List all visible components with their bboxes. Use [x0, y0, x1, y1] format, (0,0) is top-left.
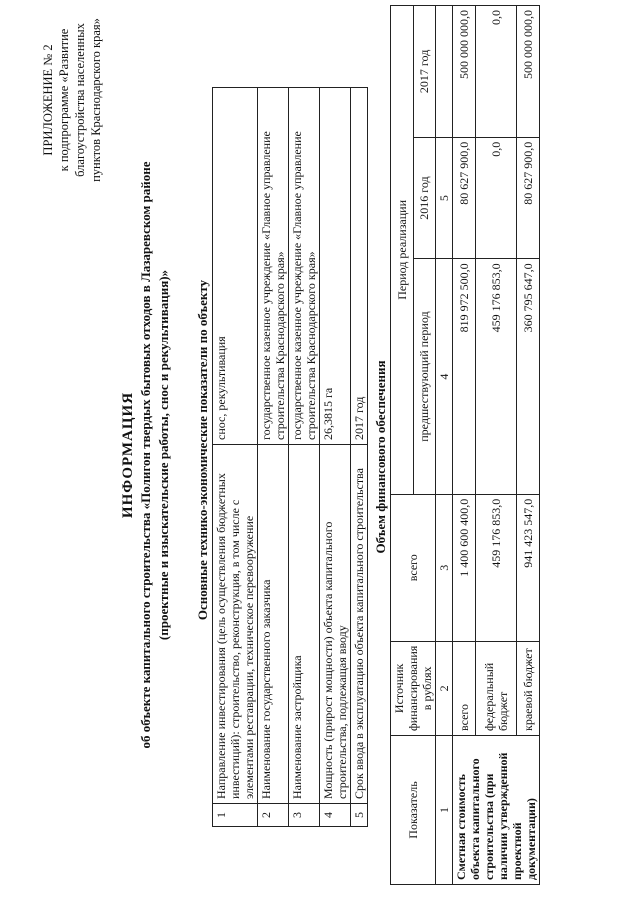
source-cell: краевой бюджет [517, 641, 540, 735]
y2017-cell: 500 000 000,0 [453, 6, 476, 138]
col-number: 3 [436, 494, 453, 641]
y2016-cell: 80 627 900,0 [517, 137, 540, 259]
row-label: Наименование застройщика [289, 445, 320, 804]
table-header-row [391, 6, 414, 885]
row-value: государственное казенное учреждение «Главное управление строительства Краснодарского края» [289, 88, 320, 445]
col-number: 2 [436, 641, 453, 735]
row-value: государственное казенное учреждение «Главное управление строительства Краснодарского края» [258, 88, 289, 445]
y2017-cell: 500 000 000,0 [517, 6, 540, 138]
total-cell: 459 176 853,0 [475, 494, 516, 641]
row-value: снос, рекультивация [213, 88, 258, 445]
col-header-indicator: Показатель [391, 736, 436, 885]
table-row [289, 88, 320, 827]
col-number [436, 6, 453, 138]
table-row [453, 6, 476, 885]
col-number: 4 [436, 259, 453, 494]
y2017-cell: 0,0 [475, 6, 516, 138]
col-header-2017: 2017 год [413, 6, 436, 138]
indicator-label: Сметная стоимость объекта капитального строительства (при наличии утвержденной проектной документации) [453, 736, 540, 885]
appendix-line: благоустройства населенных [73, 23, 87, 177]
row-value: 2017 год [351, 88, 368, 445]
col-number: 1 [436, 736, 453, 885]
y2016-cell: 80 627 900,0 [453, 137, 476, 259]
row-value: 26,3815 га [320, 88, 351, 445]
row-label: Направление инвестирования (цель осуществления бюджетных инвестиций): строительство, реконструкция, в том числе с элементами реставрации, техническое перевооружение [213, 445, 258, 804]
prev-cell: 459 176 853,0 [475, 259, 516, 494]
y2016-cell: 0,0 [475, 137, 516, 259]
row-number: 3 [289, 804, 320, 827]
prev-cell: 360 795 647,0 [517, 259, 540, 494]
total-cell: 941 423 547,0 [517, 494, 540, 641]
prev-cell: 819 972 500,0 [453, 259, 476, 494]
title-line: (проектные и изыскательские работы, снос и рекультивация)» [156, 269, 171, 641]
row-number: 4 [320, 804, 351, 827]
indicators-table [212, 87, 368, 827]
table-row [213, 88, 258, 827]
section-heading: Основные технико-экономические показатели по объекту [195, 279, 210, 621]
col-header-2016: 2016 год [413, 137, 436, 259]
col-header-prev: предшествующий период [413, 259, 436, 494]
financing-table [390, 5, 540, 885]
appendix-note [40, 15, 104, 185]
table-row [258, 88, 289, 827]
col-number: 5 [436, 137, 453, 259]
source-cell: федеральный бюджет [475, 641, 516, 735]
row-number: 5 [351, 804, 368, 827]
col-header-total: всего [391, 494, 436, 641]
row-label: Наименование государственного заказчика [258, 445, 289, 804]
appendix-line: пунктов Краснодарского края» [89, 18, 103, 182]
row-number: 2 [258, 804, 289, 827]
total-cell: 1 400 600 400,0 [453, 494, 476, 641]
title-main: ИНФОРМАЦИЯ [120, 391, 136, 519]
row-number: 1 [213, 804, 258, 827]
document-title [120, 45, 173, 865]
row-label: Мощность (прирост мощности) объекта капитального строительства, подлежащая вводу [320, 445, 351, 804]
appendix-line: к подпрограмме «Развитие [57, 28, 71, 172]
col-header-source: Источник финансирования в рублях [391, 641, 436, 735]
source-cell: всего [453, 641, 476, 735]
title-line: об объекте капитального строительства «Полигон твердых бытовых отходов в Лазаревском районе [138, 161, 153, 749]
table-row [351, 88, 368, 827]
row-label: Срок ввода в эксплуатацию объекта капитального строительства [351, 445, 368, 804]
table-row [320, 88, 351, 827]
col-header-period: Период реализации [391, 6, 414, 495]
table-number-row [436, 6, 453, 885]
section-heading: Объем финансового обеспечения [373, 360, 388, 554]
appendix-line: ПРИЛОЖЕНИЕ № 2 [41, 44, 55, 156]
